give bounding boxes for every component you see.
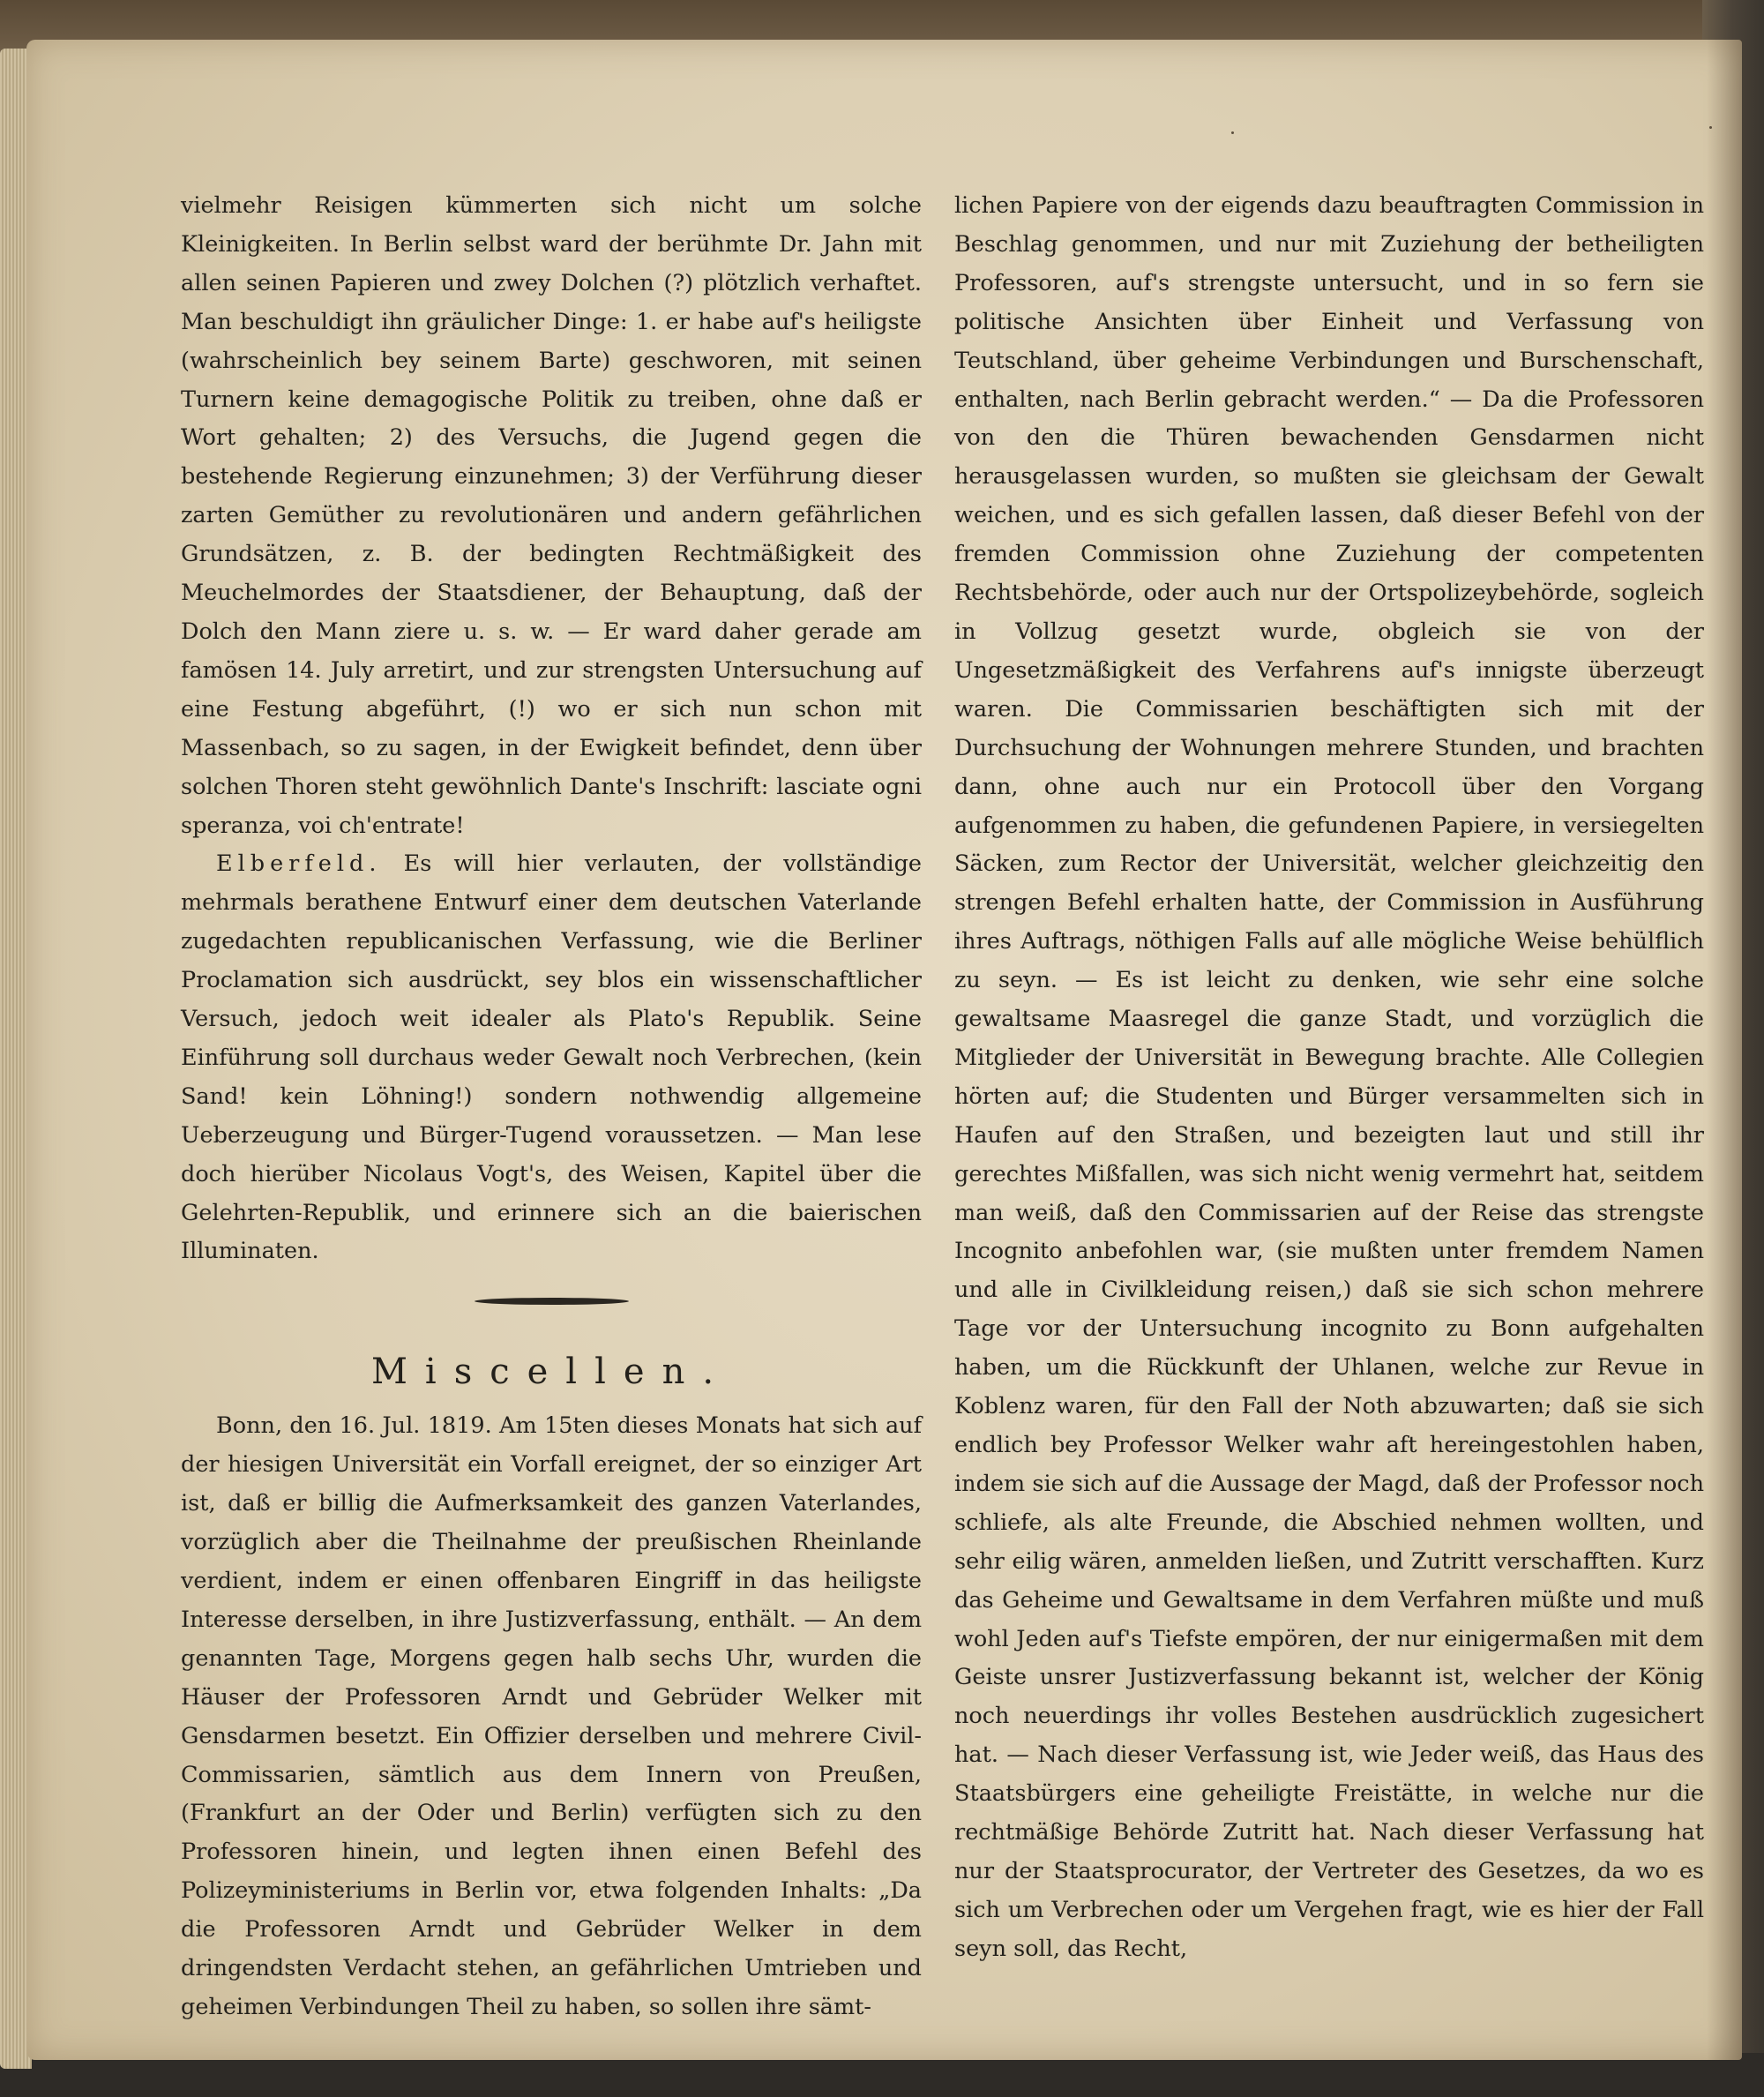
left-column — [181, 187, 922, 2027]
gutter-shadow — [1707, 40, 1742, 2060]
paragraph-bonn — [181, 1407, 922, 2027]
dateline-elberfeld: Elberfeld. — [216, 850, 382, 878]
paragraph-elberfeld — [181, 845, 922, 1271]
paper-speck — [1709, 126, 1712, 129]
section-divider — [475, 1298, 629, 1305]
right-column — [954, 187, 1704, 1969]
paragraph-continuation: lichen Papiere von der eigends dazu beauftragten Commission in Beschlag genommen, und nur mit Zuziehung der betheiligten Professoren, auf's strengste untersucht, und in so fern sie politische Ansichten über Einheit und Verfassung von Teutschland, über geheime Verbindungen und Burschenschaft, enthalten, nach Berlin gebracht werden.“ — Da die Professoren von den die Thüren bewachenden Gensdarmen nicht herausgelassen wurden, so mußten sie gleichsam der Gewalt weichen, und es sich gefallen lassen, daß dieser Befehl von der fremden Commission ohne Zuziehung der competenten Rechtsbehörde, oder auch nur der Ortspolizeybehörde, sogleich in Vollzug gesetzt wurde, obgleich sie von der Ungesetzmäßigkeit des Verfahrens auf's innigste überzeugt waren. Die Commissarien beschäftigten sich mit der Durchsuchung der Wohnungen mehrere Stunden, und brachten dann, ohne auch nur ein Protocoll über den Vorgang aufgenommen zu haben, die gefundenen Papiere, in versiegelten Säcken, zum Rector der Universität, welcher gleichzeitig den strengen Befehl erhalten hatte, der Commission in Ausführung ihres Auftrags, nöthigen Falls auf alle mögliche Weise behülflich zu seyn. — Es ist leicht zu denken, wie sehr eine solche gewaltsame Maasregel die ganze Stadt, und vorzüglich die Mitglieder der Universität in Bewegung brachte. Alle Collegien hörten auf; die Studenten und Bürger versammelten sich in Haufen auf den Straßen, und bezeigten laut und still ihr gerechtes Mißfallen, was sich nicht wenig vermehrt hat, seitdem man weiß, daß den Commissarien auf der Reise das strengste Incognito anbefohlen war, (sie mußten unter fremdem Namen und alle in Civilkleidung reisen,) daß sie sich schon mehrere Tage vor der Untersuchung incognito zu Bonn aufgehalten haben, um die Rückkunft der Uhlanen, welche zur Revue in Koblenz waren, für den Fall der Noth abzuwarten; daß sie sich endlich bey Professor Welker wahr aft hereingestohlen haben, indem sie sich auf die Aussage der Magd, daß der Professor noch schliefe, als alte Freunde, die Abschied nehmen wollten, und sehr eilig wären, anmelden ließen, und Zutritt verschafften. Kurz das Geheime und Gewaltsame in dem Verfahren müßte und muß wohl Jeden auf's Tiefste empören, der nur einigermaßen mit dem Geiste unsrer Justizverfassung bekannt ist, welcher der König noch neuerdings ihr volles Bestehen ausdrücklich zugesichert hat. — Nach dieser Verfassung ist, wie Jeder weiß, das Haus des Staatsbürgers eine geheiligte Freistätte, in welche nur die rechtmäßige Behörde Zutritt hat. Nach dieser Verfassung hat nur der Staatsprocurator, der Vertreter des Gesetzes, da wo es sich um Verbrechen oder um Vergehen fragt, wie es hier der Fall seyn soll, das Recht, — [954, 192, 1704, 1962]
paragraph-jahn: vielmehr Reisigen kümmerten sich nicht um solche Kleinigkeiten. In Berlin selbst ward der berühmte Dr. Jahn mit allen seinen Papieren und zwey Dolchen (?) plötzlich verhaftet. Man beschuldigt ihn gräulicher Dinge: 1. er habe auf's heiligste (wahrscheinlich bey seinem Barte) geschworen, mit seinen Turnern keine demagogische Politik zu treiben, ohne daß er Wort gehalten; 2) des Versuchs, die Jugend gegen die bestehende Regierung einzunehmen; 3) der Verführung dieser zarten Gemüther zu revolutionären und andern gefährlichen Grundsätzen, z. B. der bedingten Rechtmäßigkeit des Meuchelmordes der Staatsdiener, der Behauptung, daß der Dolch den Mann ziere u. s. w. — Er ward daher gerade am famösen 14. July arretirt, und zur strengsten Untersuchung auf eine Festung abgeführt, (!) wo er sich nun schon mit Massenbach, so zu sagen, in der Ewigkeit befindet, denn über solchen Thoren steht gewöhnlich Dante's Inschrift: lasciate ogni speranza, voi ch'entrate! — [181, 192, 922, 839]
paper-speck — [1231, 131, 1234, 134]
paragraph-bonn-text: Am 15ten dieses Monats hat sich auf der hiesigen Universität ein Vorfall ereignet, der so einziger Art ist, daß er billig die Aufmerksamkeit des ganzen Vaterlandes, vorzüglich aber die Theilnahme der preußischen Rheinlande verdient, indem er einen offenbaren Eingriff in das heiligste Interesse derselben, in ihre Justizverfassung, enthält. — An dem genannten Tage, Morgens gegen halb sechs Uhr, wurden die Häuser der Professoren Arndt und Gebrüder Welker mit Gensdarmen besetzt. Ein Offizier derselben und mehrere Civil-Commissarien, sämtlich aus dem Innern von Preußen, (Frankfurt an der Oder und Berlin) verfügten sich zu den Professoren hinein, und legten ihnen einen Befehl des Polizeyministeriums in Berlin vor, etwa folgenden Inhalts: „Da die Professoren Arndt und Gebrüder Welker in dem dringendsten Verdacht stehen, an gefährlichen Umtrieben und geheimen Verbindungen Theil zu haben, so sollen ihre sämt- — [181, 1412, 923, 2020]
section-heading: Miscellen. — [370, 1352, 732, 1393]
paragraph-elberfeld-text: Es will hier verlauten, der vollständige mehrmals berathene Entwurf einer dem deutschen Vaterlande zugedachten republicanischen Verfassung, wie die Berliner Proclamation sich ausdrückt, sey blos ein wissenschaftlicher Versuch, jedoch weit idealer als Plato's Republik. Seine Einführung soll durchaus weder Gewalt noch Verbrechen, (kein Sand! kein Löhning!) sondern nothwendig allgemeine Ueberzeugung und Bürger-Tugend voraussetzen. — Man lese doch hierüber Nicolaus Vogt's, des Weisen, Kapitel über die Gelehrten-Republik, und erinnere sich an die baierischen Illuminaten. — [181, 850, 923, 1265]
dateline-bonn: Bonn, den 16. Jul. 1819. — [216, 1412, 492, 1440]
